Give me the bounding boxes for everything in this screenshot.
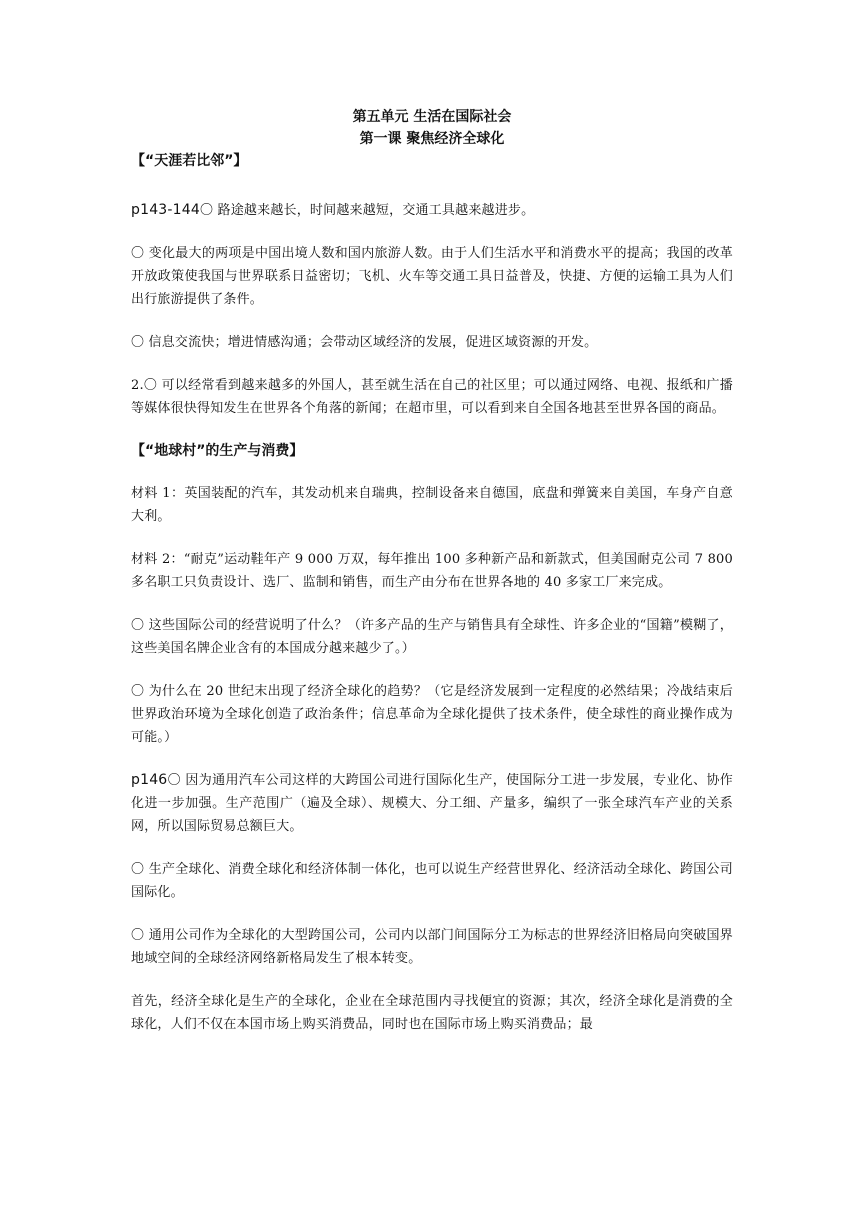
unit-title: 第五单元 生活在国际社会: [352, 109, 512, 125]
spacer: [131, 172, 733, 199]
paragraph: 〇 信息交流快；增进情感沟通；会带动区域经济的发展，促进区域资源的开发。: [131, 335, 598, 350]
spacer: [131, 838, 733, 858]
paragraph: 〇 为什么在 20 世纪末出现了经济全球化的趋势？（它是经济发展到一定程度的必然结果；冷战结束后世界政治环境为全球化创造了政治条件；信息革命为全球化提供了技术条件，使全球性的商业操作成为可能。）: [131, 684, 733, 745]
spacer: [131, 354, 733, 374]
page-reference: p143-144: [131, 202, 200, 218]
spacer: [131, 660, 733, 680]
paragraph: 〇 通用公司作为全球化的大型跨国公司，公司内以部门间国际分工为标志的世界经济旧格局向突破国界地域空间的全球经济网络新格局发生了根本转变。: [131, 928, 733, 966]
paragraph-text: 〇 路途越来越长，时间越来越短，交通工具越来越进步。: [199, 203, 535, 218]
spacer: [131, 222, 733, 242]
spacer: [131, 904, 733, 924]
spacer: [131, 528, 733, 548]
spacer: [131, 311, 733, 331]
paragraph: 材料 1：英国装配的汽车，其发动机来自瑞典，控制设备来自德国，底盘和弹簧来自美国，车身产自意大利。: [131, 486, 733, 524]
spacer: [131, 420, 733, 440]
spacer: [131, 970, 733, 990]
paragraph: [131, 199, 733, 222]
paragraph: 〇 生产全球化、消费全球化和经济体制一体化，也可以说生产经营世界化、经济活动全球化、跨国公司国际化。: [131, 862, 733, 900]
paragraph: 〇 这些国际公司的经营说明了什么？（许多产品的生产与销售具有全球性、许多企业的“国籍”模糊了，这些美国名牌企业含有的本国成分越来越少了。）: [131, 618, 733, 656]
document-body: [131, 106, 733, 1036]
section-heading-global-village: 【“地球村”的生产与消费】: [131, 443, 304, 459]
paragraph: 材料 2：“耐克”运动鞋年产 9 000 万双，每年推出 100 多种新产品和新款式，但美国耐克公司 7 800 多名职工只负责设计、选厂、监制和销售，而生产由分布在世界各地的 40 多家工厂来完成。: [131, 552, 733, 590]
paragraph: 2.〇 可以经常看到越来越多的外国人，甚至就生活在自己的社区里；可以通过网络、电视、报纸和广播等媒体很快得知发生在世界各个角落的新闻；在超市里，可以看到来自全国各地甚至世界各国的商品。: [131, 378, 733, 416]
section-heading-tianya: 【“天涯若比邻”】: [131, 153, 248, 169]
spacer: [131, 594, 733, 614]
lesson-title: 第一课 聚焦经济全球化: [359, 131, 505, 147]
spacer: [131, 749, 733, 769]
spacer: [131, 462, 733, 482]
paragraph-text: 〇 因为通用汽车公司这样的大跨国公司进行国际化生产，使国际分工进一步发展，专业化、协作化进一步加强。生产范围广（遍及全球）、规模大、分工细、产量多，编织了一张全球汽车产业的关系网，所以国际贸易总额巨大。: [131, 773, 733, 834]
paragraph: 〇 变化最大的两项是中国出境人数和国内旅游人数。由于人们生活水平和消费水平的提高；我国的改革开放政策使我国与世界联系日益密切；飞机、火车等交通工具日益普及，快捷、方便的运输工具为人们出行旅游提供了条件。: [131, 246, 733, 307]
paragraph: 首先，经济全球化是生产的全球化，企业在全球范围内寻找便宜的资源；其次，经济全球化是消费的全球化，人们不仅在本国市场上购买消费品，同时也在国际市场上购买消费品；最: [131, 994, 733, 1032]
page-reference: p146: [131, 772, 168, 788]
paragraph: [131, 769, 733, 838]
